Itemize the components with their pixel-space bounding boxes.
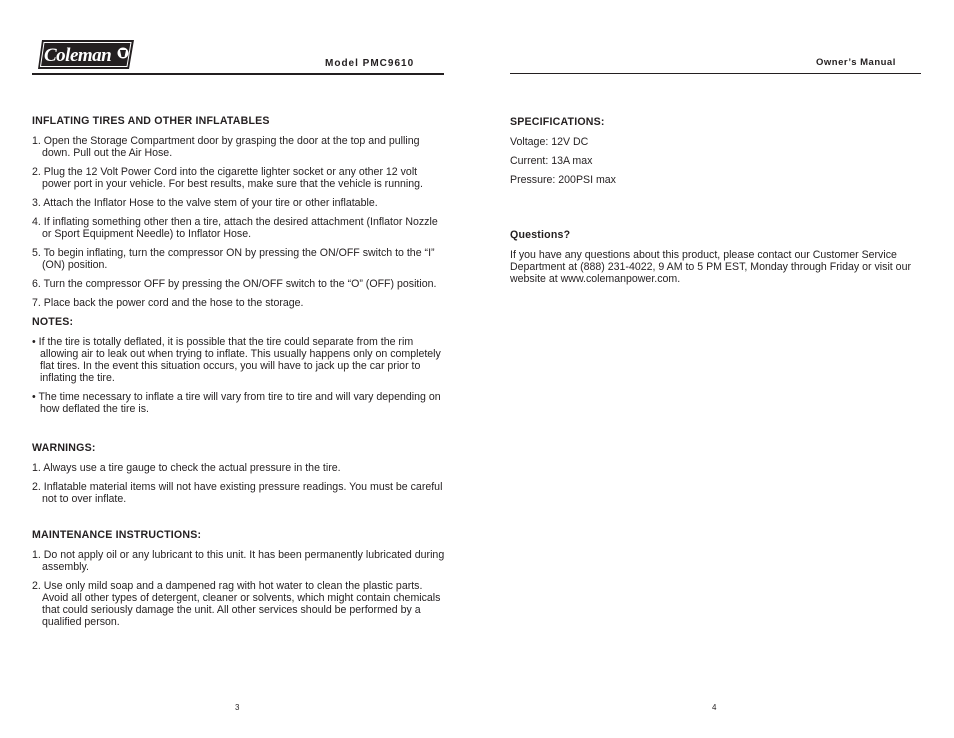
header-rule [32, 73, 444, 75]
inflating-step: 7. Place back the power cord and the hose to the storage. [32, 297, 304, 309]
left-content [32, 115, 447, 635]
inflating-step: 6. Turn the compressor OFF by pressing the ON/OFF switch to the “O” (OFF) position. [32, 278, 437, 290]
maintenance-item: 2. Use only mild soap and a dampened rag with hot water to clean the plastic parts. Avoid all other types of detergent, cleaner or solvents, which might contain chemicals that could seriously damage the unit. All other services should be performed by a qualified person. [32, 580, 441, 628]
inflating-step: 4. If inflating something other then a tire, attach the desired attachment (Inflator Nozzle or Sport Equipment Needle) to Inflator Hose. [32, 216, 438, 240]
warnings-heading: WARNINGS: [32, 442, 96, 454]
inflating-heading: INFLATING TIRES AND OTHER INFLATABLES [32, 115, 270, 127]
note-item: • The time necessary to inflate a tire will vary from tire to tire and will vary depending on how deflated the tire is. [32, 391, 441, 415]
spec-voltage: Voltage: 12V DC [510, 136, 589, 148]
page-number: 3 [235, 703, 240, 712]
maintenance-heading: MAINTENANCE INSTRUCTIONS: [32, 529, 202, 541]
coleman-logo [36, 38, 136, 72]
spec-current: Current: 13A max [510, 155, 593, 167]
header-rule [510, 73, 921, 74]
svg-text:Coleman: Coleman [44, 45, 112, 66]
notes-heading: NOTES: [32, 316, 74, 328]
page-number: 4 [712, 703, 717, 712]
right-content [510, 116, 915, 285]
manual-title: Owner’s Manual [816, 57, 896, 68]
maintenance-item: 1. Do not apply oil or any lubricant to this unit. It has been permanently lubricated during assembly. [32, 549, 445, 573]
inflating-step: 3. Attach the Inflator Hose to the valve stem of your tire or other inflatable. [32, 197, 378, 209]
section-gap [32, 422, 447, 442]
specifications-heading: SPECIFICATIONS: [510, 116, 605, 128]
section-gap [32, 512, 447, 529]
inflating-step: 2. Plug the 12 Volt Power Cord into the cigarette lighter socket or any other 12 volt power port in your vehicle. For best results, make sure that the vehicle is running. [32, 166, 423, 190]
model-number: Model PMC9610 [325, 58, 415, 69]
inflating-step: 1. Open the Storage Compartment door by grasping the door at the top and pulling down. Pull out the Air Hose. [32, 135, 420, 159]
warning-item: 1. Always use a tire gauge to check the actual pressure in the tire. [32, 462, 341, 474]
warning-item: 2. Inflatable material items will not have existing pressure readings. You must be careful not to over inflate. [32, 481, 443, 505]
note-item: • If the tire is totally deflated, it is possible that the tire could separate from the rim allowing air to leak out when trying to inflate. This usually happens only on completely flat tires. In the event this situation occurs, you will have to jack up the car prior to inflating the tire. [32, 336, 441, 384]
section-gap [510, 193, 915, 229]
spec-pressure: Pressure: 200PSI max [510, 174, 616, 186]
inflating-step: 5. To begin inflating, turn the compressor ON by pressing the ON/OFF switch to the “I” (ON) position. [32, 247, 435, 271]
questions-heading: Questions? [510, 229, 571, 241]
questions-body: If you have any questions about this product, please contact our Customer Service Department at (888) 231-4022, 9 AM to 5 PM EST, Monday through Friday or visit our website at www.colemanpower.com. [510, 249, 911, 285]
